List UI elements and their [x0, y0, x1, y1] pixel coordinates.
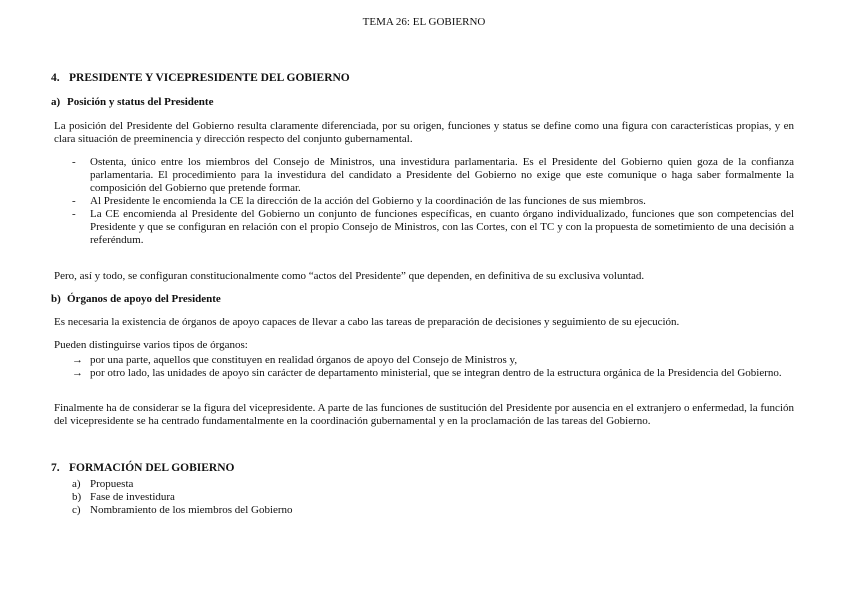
subsection-a-bullet-list [72, 156, 794, 247]
list-item-text: Fase de investidura [90, 491, 175, 503]
subsection-b-closing: Finalmente ha de considerar se la figura del vicepresidente. A parte de las funciones de sustitución del Presidente por ausencia en el extranjero o enfermedad, la función del vicepresidente se ha centrado fundamentalmente en la coordinación gubernamental y en la proclamación de las tareas del Gobierno. [54, 402, 794, 427]
subsection-letter: b) [51, 293, 61, 305]
arrow-right-icon: → [72, 354, 83, 366]
list-item [72, 491, 472, 504]
list-item [72, 504, 472, 517]
list-item-text: La CE encomienda al Presidente del Gobierno un conjunto de funciones específicas, en cuanto órgano individualizado, funciones que son competencias del Presidente y que se configuran en relación con el propio Consejo de Ministros, con las Cortes, con el TC y con la propuesta de sometimiento de una decisión a referéndum. [90, 208, 794, 246]
letter-marker: a) [72, 478, 81, 490]
list-item [72, 367, 794, 380]
dash-marker: - [72, 195, 76, 207]
subsection-title: Órganos de apoyo del Presidente [67, 293, 221, 305]
letter-marker: b) [72, 491, 82, 503]
list-item-text: por una parte, aquellos que constituyen en realidad órganos de apoyo del Consejo de Ministros y, [90, 354, 518, 366]
list-item [72, 208, 794, 247]
section-7-heading [51, 462, 235, 475]
subsection-title: Posición y status del Presidente [67, 96, 214, 108]
subsection-b-heading [51, 293, 221, 306]
subsection-letter: a) [51, 96, 61, 108]
section-title: FORMACIÓN DEL GOBIERNO [69, 462, 235, 474]
subsection-b-lead: Pueden distinguirse varios tipos de órganos: [54, 339, 248, 351]
list-item-text: Nombramiento de los miembros del Gobierno [90, 504, 293, 516]
section-4-heading [51, 72, 350, 85]
list-item-text: Ostenta, único entre los miembros del Consejo de Ministros, una investidura parlamentaria. Es el Presidente del Gobierno quien goza de la confianza parlamentaria. El procedimiento para la investidura del candidato a Presidente del Gobierno no exige que este comunique o haga saber formalmente la composición del Gobierno que pretende formar. [90, 156, 794, 194]
dash-marker: - [72, 156, 76, 168]
arrow-right-icon: → [72, 367, 83, 379]
dash-marker: - [72, 208, 76, 220]
list-item-text: Al Presidente le encomienda la CE la dirección de la acción del Gobierno y la coordinación de las funciones de sus miembros. [90, 195, 646, 207]
subsection-b-arrow-list [72, 354, 794, 380]
section-title: PRESIDENTE Y VICEPRESIDENTE DEL GOBIERNO [69, 72, 350, 84]
section-number: 4. [51, 72, 60, 84]
section-number: 7. [51, 462, 60, 474]
subsection-a-intro: La posición del Presidente del Gobierno resulta claramente diferenciada, por su origen, funciones y status se define como una figura con características propias, y en clara situación de preeminencia y dirección respecto del conjunto gubernamental. [54, 120, 794, 145]
list-item [72, 354, 794, 367]
letter-marker: c) [72, 504, 81, 516]
subsection-a-heading [51, 96, 213, 109]
list-item-text: por otro lado, las unidades de apoyo sin carácter de departamento ministerial, que se integran dentro de la estructura orgánica de la Presidencia del Gobierno. [90, 367, 782, 379]
section-7-list [72, 478, 472, 517]
list-item [72, 478, 472, 491]
page-header: TEMA 26: EL GOBIERNO [362, 16, 486, 28]
subsection-b-intro: Es necesaria la existencia de órganos de apoyo capaces de llevar a cabo las tareas de preparación de decisiones y seguimiento de su ejecución. [54, 316, 680, 328]
list-item [72, 156, 794, 195]
subsection-a-closing: Pero, así y todo, se configuran constitucionalmente como “actos del Presidente” que dependen, en definitiva de su exclusiva voluntad. [54, 270, 645, 282]
list-item [72, 195, 794, 208]
list-item-text: Propuesta [90, 478, 134, 490]
